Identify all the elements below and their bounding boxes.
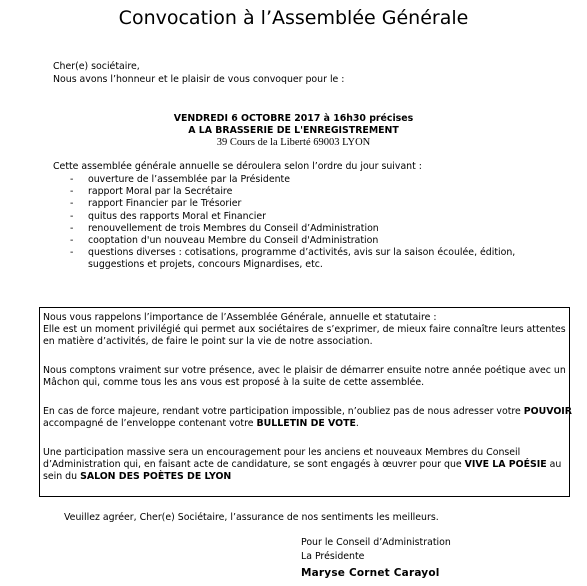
reminder-line: Nous vous rappelons l’importance de l’Assemblée Générale, annuelle et statutaire : — [43, 312, 437, 323]
signature-line-1: Pour le Conseil d’Administration — [301, 537, 451, 548]
agenda-item: - rapport Moral par la Secrétaire — [70, 186, 233, 198]
proxy-line: En cas de force majeure, rendant votre participation impossible, n’oubliez pas de nous adresser votre POUVOIR — [43, 406, 573, 417]
agenda-item-continuation: suggestions et projets, concours Mignardises, etc. — [88, 259, 323, 271]
event-datetime: VENDREDI 6 OCTOBRE 2017 à 16h30 précises — [173, 113, 414, 124]
agenda-item: - rapport Financier par le Trésorier — [70, 198, 242, 210]
proxy-line: accompagné de l’enveloppe contenant votre BULLETIN DE VOTE. — [43, 418, 359, 429]
reminder-line: Elle est un moment privilégié qui permet aux sociétaires de s’exprimer, de mieux faire connaître leurs attentes — [43, 324, 566, 335]
participation-line: d’Administration qui, en faisant acte de candidature, se sont engagés à œuvrer pour que VIVE LA POÉSIE au — [43, 459, 562, 470]
agenda-item: - cooptation d'un nouveau Membre du Conseil d'Administration — [70, 235, 379, 247]
agenda-intro: Cette assemblée générale annuelle se déroulera selon l’ordre du jour suivant : — [53, 161, 422, 172]
agenda-item: - quitus des rapports Moral et Financier — [70, 210, 266, 222]
signature-name: Maryse Cornet Carayol — [301, 567, 440, 579]
presence-line: Nous comptons vraiment sur votre présence, avec le plaisir de démarrer ensuite notre année poétique avec un — [43, 365, 566, 376]
reminder-box — [39, 307, 573, 497]
agenda-item: - renouvellement de trois Membres du Conseil d’Administration — [70, 222, 379, 234]
agenda-item: - questions diverses : cotisations, programme d’activités, avis sur la saison écoulée, édition, — [70, 247, 516, 259]
participation-line: sein du SALON DES POÈTES DE LYON — [43, 471, 232, 482]
event-venue: A LA BRASSERIE DE L'ENREGISTREMENT — [188, 125, 399, 136]
vive-keyword: VIVE LA POÉSIE — [464, 459, 547, 470]
intro-text: Nous avons l’honneur et le plaisir de vous convoquer pour le : — [53, 74, 345, 85]
agenda-item: - ouverture de l’assemblée par la Présidente — [70, 174, 290, 185]
participation-line: Une participation massive sera un encouragement pour les anciens et nouveaux Membres du Conseil — [43, 447, 521, 458]
signature-line-2: La Présidente — [301, 551, 365, 562]
bulletin-keyword: BULLETIN DE VOTE — [256, 418, 356, 429]
greeting: Cher(e) sociétaire, — [53, 61, 140, 72]
reminder-line: en matière d’activités, de faire le point sur la vie de notre association. — [43, 336, 373, 347]
salon-keyword: SALON DES POÈTES DE LYON — [80, 471, 232, 482]
document-title: Convocation à l’Assemblée Générale — [118, 7, 469, 29]
agenda-list — [58, 174, 515, 272]
event-address: 39 Cours de la Liberté 69003 LYON — [216, 137, 371, 148]
pouvoir-keyword: POUVOIR — [523, 406, 573, 417]
presence-line: Mâchon qui, comme tous les ans vous est proposé à la suite de cette assemblée. — [43, 377, 425, 388]
closing-text: Veuillez agréer, Cher(e) Sociétaire, l’assurance de nos sentiments les meilleurs. — [64, 512, 439, 523]
